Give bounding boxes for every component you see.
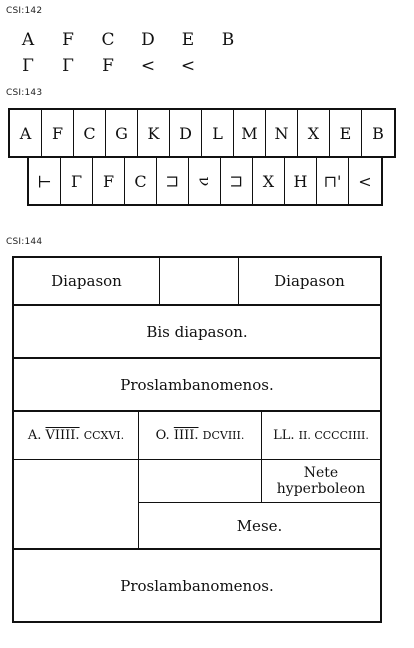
csi142-row-1 <box>8 30 248 50</box>
notation-cell: L <box>202 110 234 156</box>
ratio-ll-cell <box>262 412 380 459</box>
notation-cell: M <box>234 110 266 156</box>
notation-glyph: ⊓ <box>227 174 246 188</box>
notation-glyph: E <box>181 30 195 50</box>
ratio-o-suffix: DCVIII. <box>202 428 245 442</box>
notation-cell: A <box>10 110 42 156</box>
bis-diapason-cell: Bis diapason. <box>146 322 248 341</box>
notation-cell <box>157 158 189 204</box>
csi142-row-2 <box>8 56 208 76</box>
notation-cell: X <box>298 110 330 156</box>
ratio-a-prefix: A. <box>27 427 42 443</box>
csi143-upper-cell-row <box>8 108 396 158</box>
notation-cell: < <box>358 171 372 191</box>
notation-cell: E <box>330 110 362 156</box>
ratio-o-numeral: IIII. <box>173 427 199 443</box>
ratio-ll-prefix: LL. <box>273 427 295 443</box>
notation-cell <box>189 158 221 204</box>
notation-cell: K <box>138 110 170 156</box>
notation-cell: F <box>42 110 74 156</box>
proslambanomenos-top-cell: Proslambanomenos. <box>120 375 274 394</box>
notation-cell: X <box>253 158 285 204</box>
notation-glyph: Γ <box>62 56 74 76</box>
notation-glyph: D <box>141 30 155 50</box>
notation-glyph: < <box>180 56 196 76</box>
notation-glyph: ν <box>194 176 214 186</box>
notation-cell: F <box>93 158 125 204</box>
table-rule <box>159 258 160 304</box>
notation-glyph: Γ <box>22 56 34 76</box>
notation-glyph: C <box>101 30 115 50</box>
notation-glyph: ⊓ <box>163 174 182 188</box>
notation-cell: H <box>285 158 317 204</box>
notation-cell: C <box>74 110 106 156</box>
ratio-a-suffix: CCXVI. <box>83 428 125 442</box>
notation-cell: Γ <box>61 158 93 204</box>
figure-label-csi144: CSI:144 <box>6 237 43 247</box>
notation-cell: G <box>106 110 138 156</box>
notation-cell: ⊓' <box>317 158 349 204</box>
mese-cell: Mese. <box>236 516 283 535</box>
ratio-a-numeral: VIIII. <box>45 427 80 443</box>
notation-cell <box>221 158 253 204</box>
nete-hyperboleon-cell: Nete hyperboleon <box>276 465 366 497</box>
ratio-a-cell <box>14 412 138 459</box>
notation-cell: C <box>125 158 157 204</box>
diapason-left-cell: Diapason <box>51 272 122 290</box>
notation-glyph: F <box>62 30 74 50</box>
diapason-right-cell: Diapason <box>274 272 345 290</box>
notation-glyph: B <box>221 30 235 50</box>
notation-glyph: F <box>102 56 114 76</box>
notation-cell: B <box>372 123 384 143</box>
diapason-table <box>12 256 382 623</box>
csi143-lower-cell-row <box>27 158 383 206</box>
figure-label-csi142: CSI:142 <box>6 6 43 16</box>
notation-cell <box>29 158 61 204</box>
ratio-o-prefix: O. <box>155 427 170 443</box>
notation-cell: N <box>266 110 298 156</box>
notation-glyph: ⊥ <box>34 173 54 189</box>
notation-cell: D <box>170 110 202 156</box>
ratio-o-cell <box>139 412 261 459</box>
figure-label-csi143: CSI:143 <box>6 88 43 98</box>
ratio-ll-suffix: II. CCCCIIII. <box>298 428 369 442</box>
notation-glyph: A <box>21 30 35 50</box>
proslambanomenos-bottom-cell: Proslambanomenos. <box>120 576 274 595</box>
notation-glyph: < <box>140 56 156 76</box>
